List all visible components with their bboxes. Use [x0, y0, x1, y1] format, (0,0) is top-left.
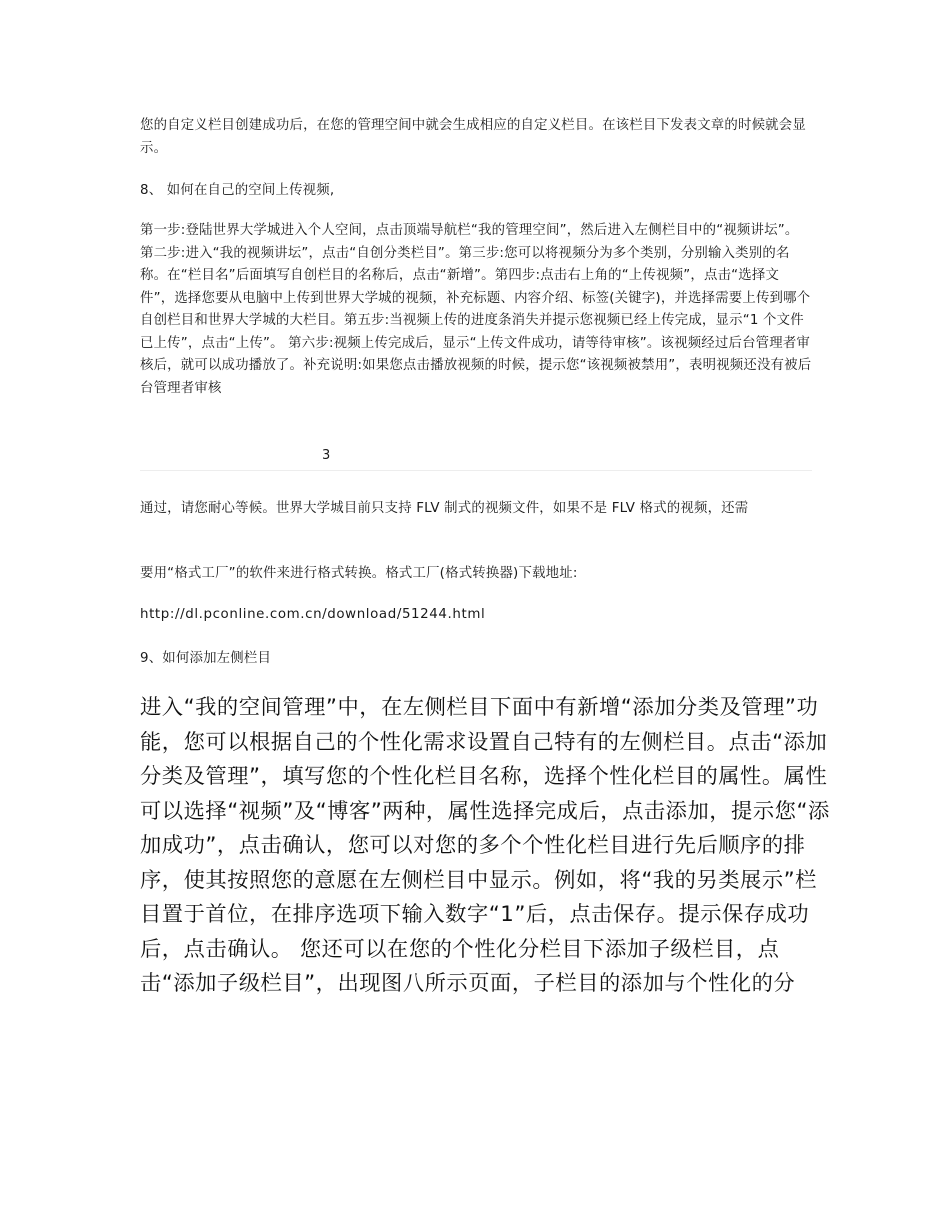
flv-paragraph: 通过，请您耐心等候。世界大学城目前只支持 FLV 制式的视频文件，如果不是 FLV 格式的视频，还需 [140, 501, 749, 516]
section-9-heading: 9、如何添加左侧栏目 [140, 651, 272, 666]
format-factory-paragraph: 要用“格式工厂”的软件来进行格式转换。格式工厂(格式转换器)下载地址: [140, 566, 578, 581]
left-column-paragraph: 进入“我的空间管理”中，在左侧栏目下面中有新增“添加分类及管理”功能，您可以根据自己的个性化需求设置自己特有的左侧栏目。点击“添加分类及管理”，填写您的个性化栏目名称，选择个性化栏目的属性。属性可以选择“视频”及“博客”两种，属性选择完成后，点击添加，提示您“添加成功”，点击确认，您可以对您的多个个性化栏目进行先后顺序的排序，使其按照您的意愿在左侧栏目中显示。例如，将“我的另类展示”栏目置于首位，在排序选项下输入数字“1”后，点击保存。提示保存成功后，点击确认。 您还可以在您的个性化分栏目下添加子级栏目，点击“添加子级栏目”，出现图八所示页面，子栏目的添加与个性化的分 [140, 695, 830, 996]
download-url: http://dl.pconline.com.cn/download/51244.html [140, 607, 486, 622]
page-divider [140, 470, 812, 471]
page-number: 3 [322, 448, 331, 463]
section-8-heading: 8、 如何在自己的空间上传视频, [140, 183, 335, 198]
intro-paragraph: 您的自定义栏目创建成功后，在您的管理空间中就会生成相应的自定义栏目。在该栏目下发表文章的时候就会显示。 [140, 118, 806, 156]
upload-steps-paragraph: 第一步:登陆世界大学城进入个人空间，点击顶端导航栏“我的管理空间”，然后进入左侧栏目中的“视频讲坛”。第二步:进入“我的视频讲坛”，点击“自创分类栏目”。第三步:您可以将视频分为多个类别，分别输入类别的名称。在“栏目名”后面填写自创栏目的名称后，点击“新增”。第四步:点击右上角的“上传视频”，点击“选择文件”，选择您要从电脑中上传到世界大学城的视频，补充标题、内容介绍、标签(关键字)，并选择需要上传到哪个自创栏目和世界大学城的大栏目。第五步:当视频上传的进度条消失并提示您视频已经上传完成，显示“1 个文件已上传”，点击“上传”。 第六步:视频上传完成后，显示“上传文件成功，请等待审核”。该视频经过后台管理者审核后，就可以成功播放了。补充说明:如果您点击播放视频的时候，提示您“该视频被禁用”，表明视频还没有被后台管理者审核 [140, 223, 812, 396]
